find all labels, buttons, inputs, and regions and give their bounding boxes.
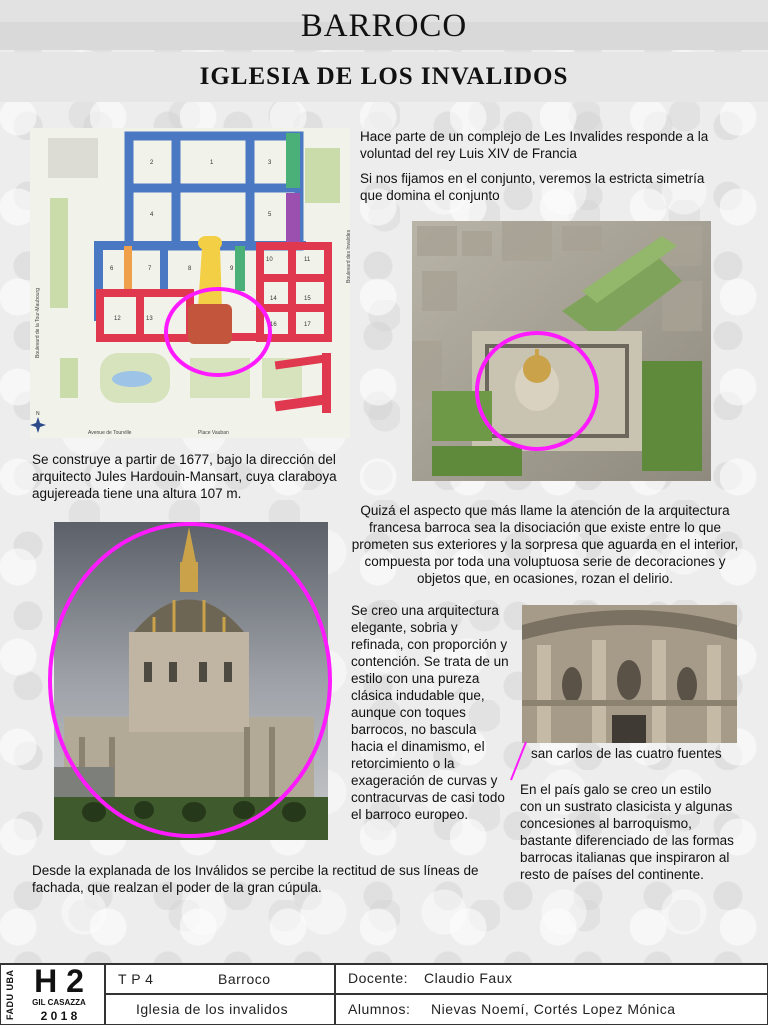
intro-text: Hace parte de un complejo de Les Invalides responde a la voluntad del rey Luis XIV de Francia (360, 129, 709, 161)
alumnos-label: Alumnos: (348, 1001, 411, 1017)
plan-number: 15 (304, 296, 311, 302)
logo-side-text: FADU UBA (5, 969, 15, 1021)
plan-number: 14 (270, 296, 277, 302)
alumnos-cell (335, 994, 768, 1025)
disociacion-text: Quizá el aspecto que más llame la atención de la arquitectura francesa barroca sea la disociación que existe entre lo que prometen sus exteriores y la sorpresa que aguarda en el interior, compuesta por toda una voluptuosa serie de decoraciones y objetos que, en ocasiones, rozan el delirio. (351, 503, 739, 586)
plan-number: 12 (114, 316, 121, 322)
plan-number: 6 (110, 266, 114, 272)
explanada-text: Desde la explanada de los Inválidos se percibe la rectitud de sus líneas de fachada, que realzan el poder de la gran cúpula. (32, 863, 479, 895)
plan-number: 5 (268, 212, 272, 218)
docente-name: Claudio Faux (424, 970, 513, 986)
caption-pointer (508, 740, 530, 784)
plan-number: 16 (270, 322, 277, 328)
place-label: Place Vauban (198, 430, 229, 436)
plan-number: 7 (148, 266, 152, 272)
dome-highlight (40, 518, 340, 844)
street-left-label: Boulevard de la Tour-Maubourg (35, 288, 41, 358)
plan-number: 8 (188, 266, 192, 272)
aerial-photo (412, 221, 711, 481)
elegante-text: Se creo una arquitectura elegante, sobria y refinada, con proporción y contención. Se trata de un estilo con una pureza clásica indudable que, aunque con toques barrocos, no bascula hacia el dinamismo, el retorcimiento o la exageración de curvas y contracurvas de casi todo el barroco europeo. (351, 603, 509, 822)
plan-number: 1 (210, 160, 214, 166)
tp-cell (105, 964, 335, 994)
obra-cell (105, 994, 335, 1025)
docente-label: Docente: (348, 970, 409, 986)
plan-number: 13 (146, 316, 153, 322)
construction-text: Se construye a partir de 1677, bajo la dirección del arquitecto Jules Hardouin-Mansart, cuya claraboya agujereada tiene una altura 107 m. (32, 452, 337, 501)
sancarlos-caption: san carlos de las cuatro fuentes (531, 746, 722, 761)
footer (0, 963, 768, 1025)
plan-number: 4 (150, 212, 154, 218)
logo-name: GIL CASAZZA (32, 998, 86, 1007)
plan-number: 2 (150, 160, 154, 166)
compass-label: N (36, 411, 40, 417)
logo-year: 2 0 1 8 (40, 1009, 78, 1023)
alumnos-names: Nievas Noemí, Cortés Lopez Mónica (431, 1001, 676, 1017)
plan-number: 3 (268, 160, 272, 166)
street-right-label: Boulevard des Invalides (346, 229, 352, 283)
street-bottom-label: Avenue de Tourville (88, 430, 132, 436)
plan-number: 11 (304, 257, 311, 263)
docente-cell (335, 964, 768, 994)
page-subtitle: IGLESIA DE LOS INVALIDOS (199, 63, 569, 90)
tema-label: Barroco (218, 971, 271, 987)
page-title: BARROCO (300, 8, 468, 44)
tp-label: T P 4 (118, 971, 154, 987)
pais-galo-text: En el país galo se creo un estilo con un sustrato clasicista y algunas concesiones al barroquismo, bastante diferenciado de las formas barrocas italianas que inspiraron al resto de países del continente. (520, 782, 734, 882)
logo-box (0, 964, 105, 1025)
obra-label: Iglesia de los invalidos (136, 1001, 289, 1017)
symmetry-text: Si nos fijamos en el conjunto, veremos la estricta simetría que domina el conjunto (360, 171, 705, 203)
plan-number: 9 (230, 266, 234, 272)
site-plan (30, 128, 350, 438)
sancarlos-photo (522, 605, 737, 743)
plan-number: 10 (266, 257, 273, 263)
plan-number: 17 (304, 322, 311, 328)
logo-letters: H 2 (34, 963, 84, 999)
